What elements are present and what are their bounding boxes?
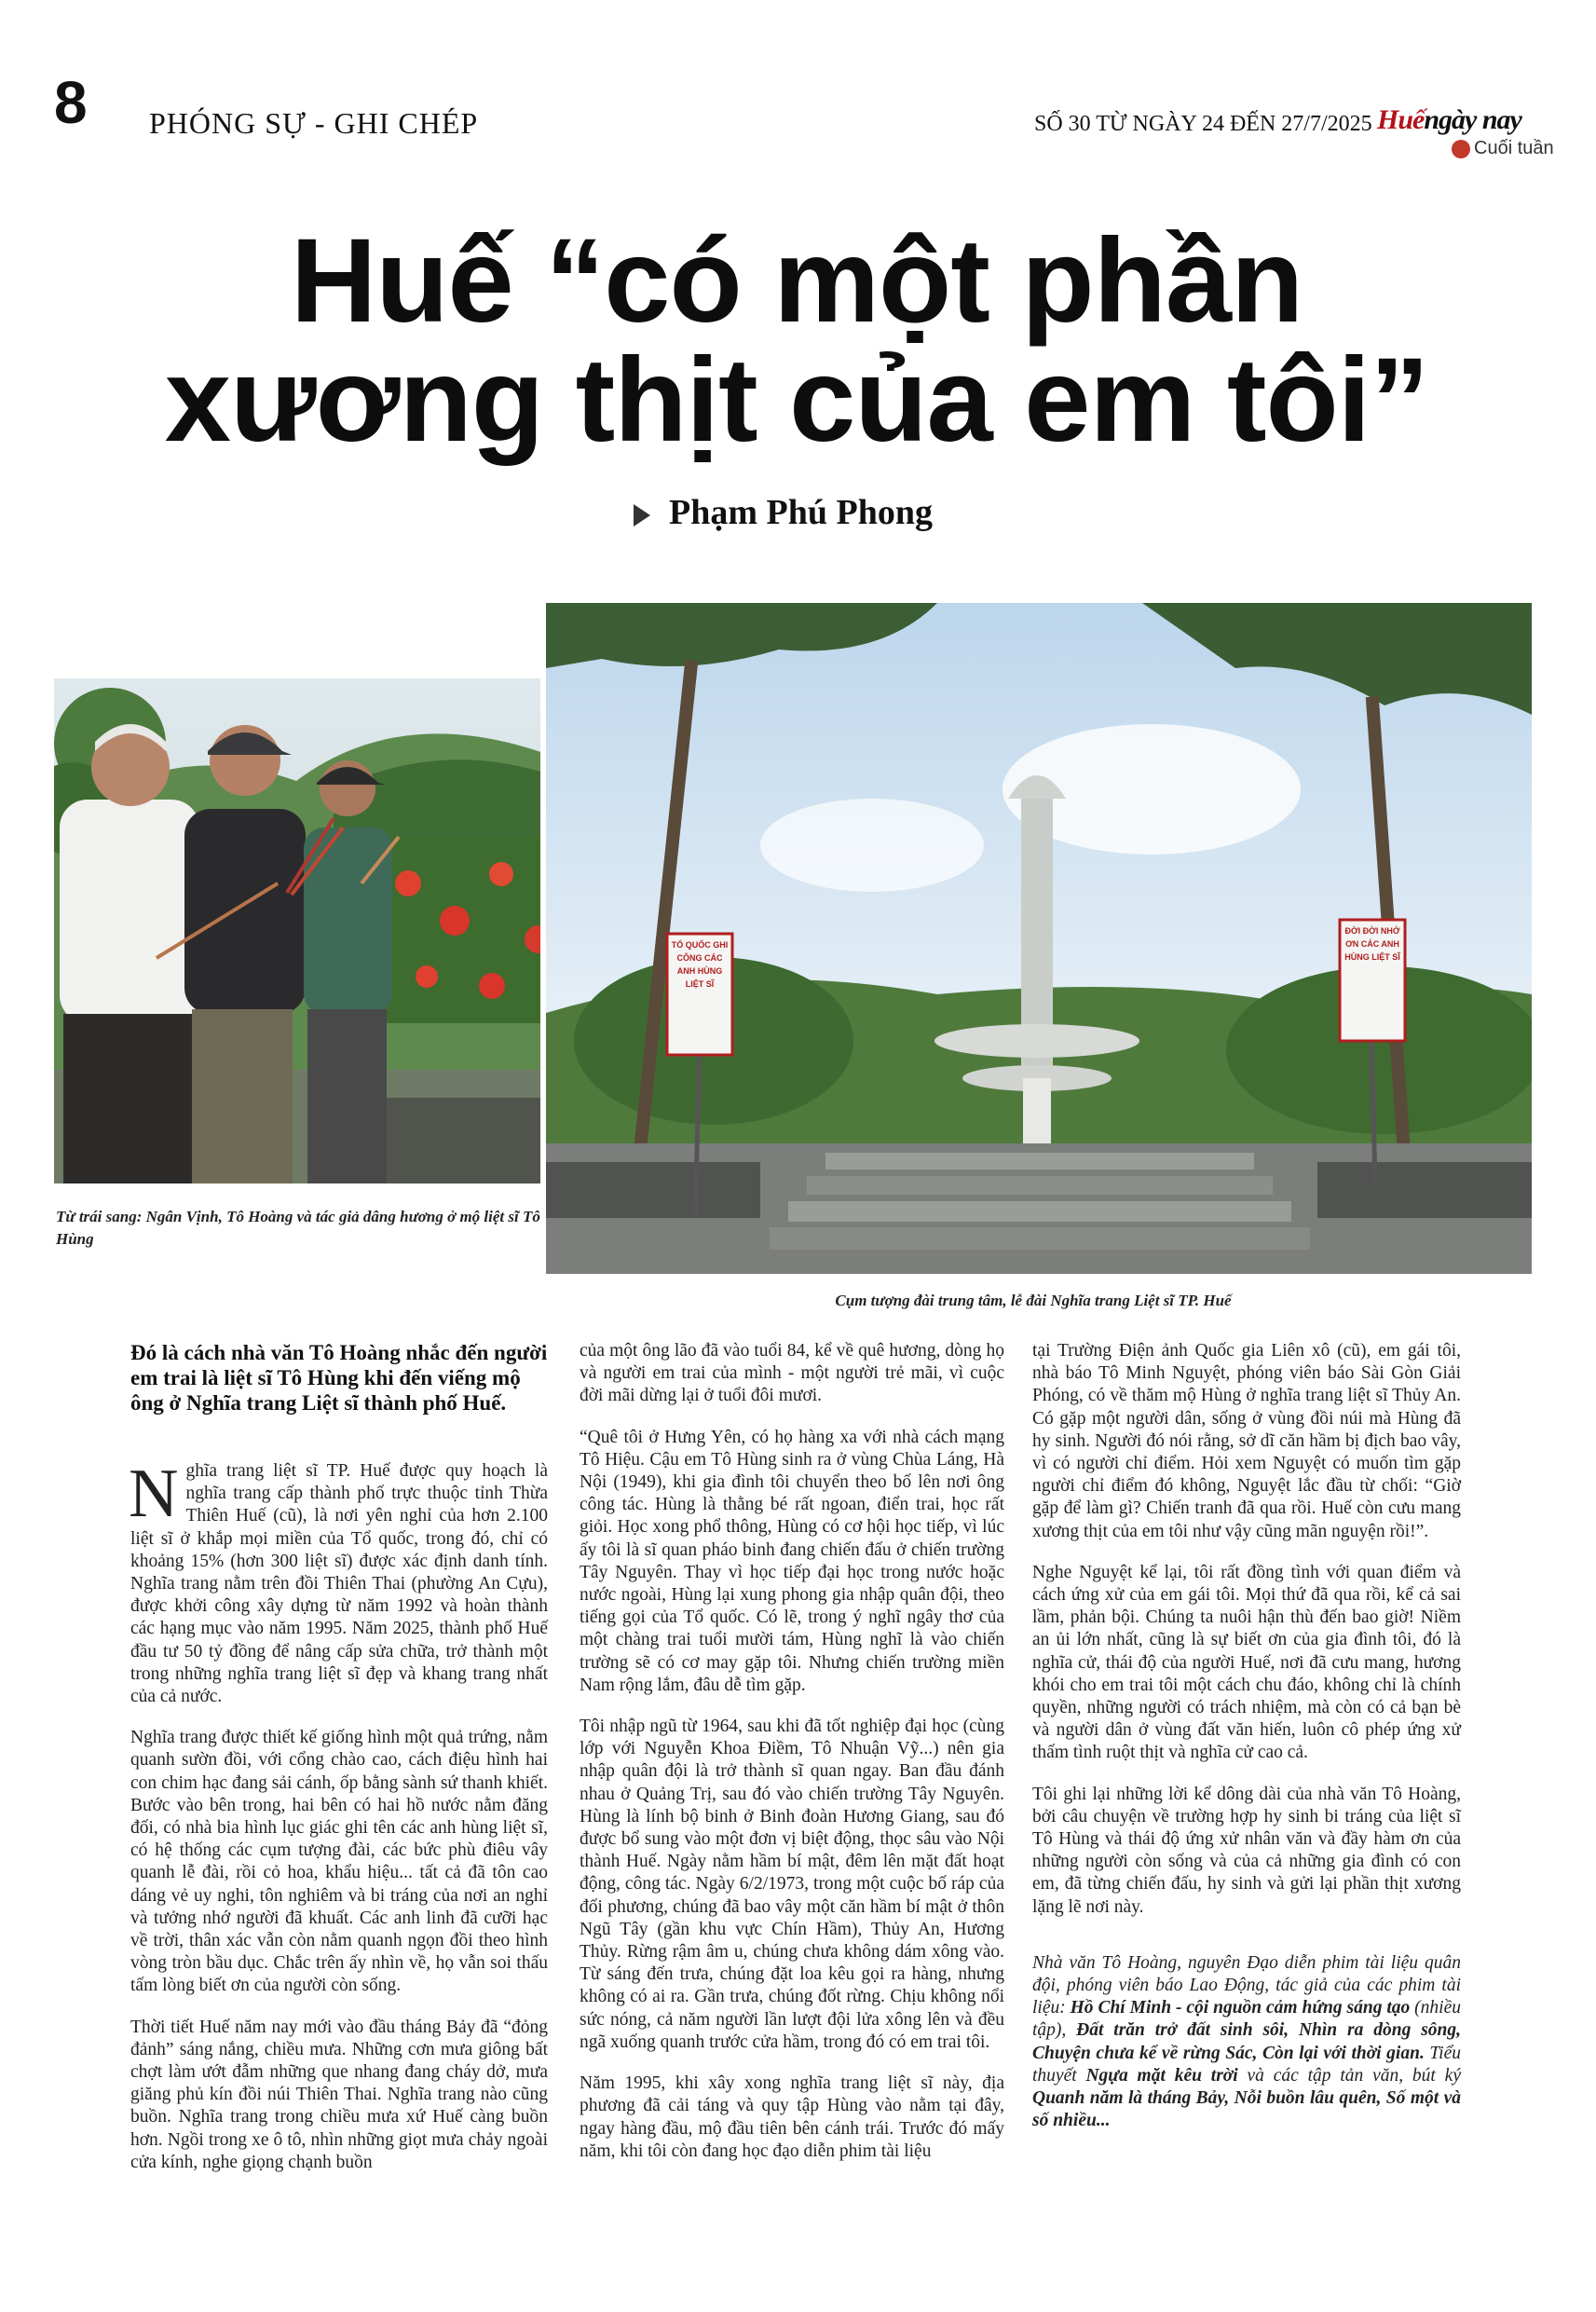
bio-text: và các tập tản văn, bút ký	[1237, 2065, 1461, 2086]
paragraph	[129, 1456, 548, 1708]
bio-text: Nhà văn Tô Hoàng, nguyên Đạo diễn phim tài liệu quân đội, phóng viên báo Lao Động, tác giả của các phim tài liệu:	[1032, 1952, 1461, 2018]
logo-ngaynay: ngày nay	[1424, 104, 1521, 135]
logo-hue: Huế	[1377, 104, 1425, 135]
author-name: Phạm Phú Phong	[669, 493, 933, 532]
headline-line-1: Huế “có một phần	[290, 214, 1303, 348]
article-sapo: Đó là cách nhà văn Tô Hoàng nhắc đến người em trai là liệt sĩ Tô Hùng khi đến viếng mộ ông ở Nghĩa trang Liệt sĩ thành phố Huế.	[130, 1341, 548, 1415]
photo-caption-left: Từ trái sang: Ngân Vịnh, Tô Hoàng và tác giả dâng hương ở mộ liệt sĩ Tô Hùng	[56, 1208, 540, 1248]
paragraph: Năm 1995, khi xây xong nghĩa trang liệt sĩ này, địa phương đã cải táng và quy tập Hùng vào nằm tại đây, ngay hàng đầu, mộ đầu tiên bên cánh trái. Trước đó mấy năm, khi tôi còn đang học đạo diễn phim tài liệu	[580, 2073, 1004, 2161]
bio-text: (nhiều tập),	[1032, 1998, 1461, 2041]
photo-memorial-monument	[540, 603, 1532, 1274]
issue-date: SỐ 30 TỪ NGÀY 24 ĐẾN 27/7/2025	[1034, 112, 1372, 136]
paragraph: Thời tiết Huế năm nay mới vào đầu tháng Bảy đã “đỏng đảnh” sáng nắng, chiều mưa. Những cơn mưa giông bất chợt làm ướt đẫm những que nhang đang cháy dở, mưa giăng phủ kín đồi núi Thiên Thai. Nghĩa trang nào cũng buồn. Nghĩa trang trong chiều mưa xứ Huế càng buồn hơn. Ngồi trong xe ô tô, nhìn những giọt mưa chảy ngoài cửa kính, nghe giọng chạnh buồn	[130, 2017, 548, 2172]
paragraph: Nghĩa trang được thiết kế giống hình một quả trứng, nằm quanh sườn đồi, với cổng chào cao, cách điệu hình hai con chim hạc đang sải cánh, ốp bằng sành sứ thanh khiết. Bước vào bên trong, hai bên có hai hồ nước nằm đăng đối, có nhà bia hình lục giác ghi tên các anh hùng liệt sĩ, có hệ thống các cụm tượng đài, các bức phù điêu vây quanh lễ đài, rồi cỏ hoa, khẩu hiệu... tất cả đã tôn cao dáng vẻ uy nghi, tôn nghiêm và bi tráng của nơi an nghỉ và tưởng nhớ người đã khuất. Các anh linh đã cưỡi hạc về trời, thân xác vẫn còn nằm quanh ngọn đồi theo hình vòng tròn bầu dục. Chắc trên ấy nhìn về, họ vẫn soi thấu tấm lòng biết ơn của người còn sống.	[130, 1728, 548, 1996]
play-triangle-icon	[634, 504, 650, 527]
bio-film-title: Hồ Chí Minh - cội nguồn cảm hứng sáng tạo	[1070, 1998, 1411, 2018]
page-number: 8	[54, 69, 88, 136]
article-column-1	[130, 1340, 548, 2193]
byline	[634, 492, 933, 533]
paragraph: Nghe Nguyệt kể lại, tôi rất đồng tình với quan điểm và cách ứng xử của em gái tôi. Mọi thứ đã qua rồi, kể cả sai lầm, phản bội. Chúng ta nuôi hận thù đến bao giờ! Niềm an ủi lớn nhất, cũng là sự biết ơn của gia đình tôi, đó là nghĩa cử, thái độ của người Huế, nơi đã cưu mang, hương khói cho em trai tôi một cách chu đáo, không chỉ là chính quyền, những người có trách nhiệm, mà còn có cả bạn bè và người dân ở vùng đất văn hiến, luôn cô phép ứng xử thấm tình ruột thịt và nghĩa cử cao cả.	[1032, 1562, 1461, 1763]
paragraph: của một ông lão đã vào tuổi 84, kể về quê hương, dòng họ và người em trai của mình - một người trẻ mãi, vì cuộc đời mãi dừng lại ở tuổi đôi mươi.	[580, 1341, 1004, 1406]
paragraph: “Quê tôi ở Hưng Yên, có họ hàng xa với nhà cách mạng Tô Hiệu. Cậu em Tô Hùng sinh ra ở vùng Chùa Láng, Hà Nội (1949), khi gia đình tôi chuyển theo bố lên nơi ông công tác. Hùng là thằng bé rất ngoan, điển trai, học rất giỏi. Học xong phổ thông, Hùng có cơ hội học tiếp, vì lúc ấy tôi là sĩ quan pháo binh đang chiến đấu ở chiến trường Tây Nguyên. Thay vì học tiếp đại học trong nước hoặc nước ngoài, Hùng lại xung phong gia nhập quân đội, theo tiếng gọi của Tổ quốc. Có lẽ, trong ý nghĩ ngây thơ của một chàng trai tuổi mười tám, Hùng nghĩ là vào chiến trường sẽ có cơ may gặp tôi. Nhưng chiến trường miền Nam rộng lắm, đâu dễ tìm gặp.	[580, 1427, 1004, 1695]
bio-text: Tiểu thuyết	[1032, 2043, 1462, 2086]
paragraph: tại Trường Điện ảnh Quốc gia Liên xô (cũ), em gái tôi, nhà báo Tô Minh Nguyệt, phóng viên báo Sài Gòn Giải Phóng, có về thăm mộ Hùng ở nghĩa trang liệt sĩ Thủy An. Có gặp một người dân, sống ở vùng đồi núi mà Hùng đã hy sinh. Người đó nói rằng, sở dĩ căn hầm bị địch bao vây, vì có người chỉ điểm. Hỏi xem Nguyệt có muốn tìm gặp người chỉ điểm đó không, Nguyệt lắc đầu từ chối: “Giờ gặp để làm gì? Chiến tranh đã qua rồi. Huế còn cưu mang xương thịt của em tôi như vậy cũng mãn nguyện rồi!”.	[1032, 1341, 1461, 1541]
paragraph-text: ghĩa trang liệt sĩ TP. Huế được quy hoạch là nghĩa trang cấp thành phố trực thuộc tỉnh Thừa Thiên Huế (cũ), là nơi yên nghỉ của hơn 2.100 liệt sĩ ở khắp mọi miền của Tổ quốc, trong đó, chỉ có khoảng 15% (hơn 300 liệt sĩ) được xác định danh tính. Nghĩa trang nằm trên đồi Thiên Thai (phường An Cựu), được khởi công xây dựng từ năm 1992 và hoàn thành các hạng mục vào năm 1995. Năm 2025, thành phố Huế đầu tư 50 tỷ đồng để nâng cấp sửa chữa, trở thành một trong những nghĩa trang liệt sĩ đẹp và khang trang nhất của cả nước.	[130, 1461, 548, 1707]
bio-essay-titles: Quanh năm là tháng Bảy, Nỗi buồn lâu quên, Số một và số nhiều...	[1032, 2088, 1461, 2131]
headline	[75, 214, 1519, 467]
article-column-3	[1032, 1340, 1461, 2152]
drop-cap: N	[129, 1456, 179, 1532]
sign-right-text: ĐỜI ĐỜI NHỚ ƠN CÁC ANH HÙNG LIỆT SĨ	[1344, 926, 1400, 962]
photo-incense-offering	[54, 678, 568, 1183]
article-column-2	[580, 1340, 1004, 2182]
logo-circle-icon	[1452, 140, 1470, 158]
logo-cuoituan: Cuối tuần	[1474, 138, 1554, 158]
author-bio-note	[1032, 1952, 1461, 2133]
newspaper-logo	[1377, 104, 1554, 179]
section-title: PHÓNG SỰ - GHI CHÉP	[149, 106, 479, 140]
paragraph: Tôi ghi lại những lời kể dông dài của nhà văn Tô Hoàng, bởi câu chuyện về trường hợp hy sinh bi tráng của liệt sĩ Tô Hùng và thái độ ứng xử nhân văn và đầy hàm ơn của những người còn sống và của cả những gia đình có con em, đã từng chiến đấu, hy sinh và gửi lại phần thịt xương lặng lẽ nơi này.	[1032, 1784, 1461, 1917]
headline-line-2: xương thịt của em tôi”	[164, 334, 1429, 467]
bio-novel-title: Ngựa mặt kêu trời	[1085, 2065, 1238, 2086]
bio-film-titles: Đất trăn trở đất sinh sôi, Nhìn ra dòng sông, Chuyện chưa kể về rừng Sác, Còn lại với thời gian.	[1032, 2020, 1462, 2063]
paragraph: Tôi nhập ngũ từ 1964, sau khi đã tốt nghiệp đại học (cùng lớp với Nguyễn Khoa Điềm, Tô Nhuận Vỹ...) nên gia nhập quân đội là trở thành sĩ quan ngay. Ban đầu đánh nhau ở Quảng Trị, sau đó vào chiến trường Tây Nguyên. Hùng là lính bộ binh ở Binh đoàn Hương Giang, sau đó được bổ sung vào một đơn vị biệt động, thọc sâu vào Nội thành Huế. Ngày nằm hầm bí mật, đêm lên mặt đất hoạt động, công tác. Ngày 6/2/1973, trong một cuộc bố ráp của đối phương, chúng đã bao vây một căn hầm bí mật ở thôn Ngũ Tây (gần khu vực Chín Hầm), Thủy An, Hương Thủy. Rừng rậm âm u, chúng chưa không dám xông vào. Từ sáng đến trưa, chúng đặt loa kêu gọi ra hàng, nhưng không có ai ra. Gần trưa, chúng đốt rừng. Chịu không nổi sức nóng, cả năm người lần lượt đội lửa xông lên và đều ngã xuống quanh trước cửa hầm, trong đó có em trai tôi.	[580, 1717, 1004, 2052]
sign-left-text: TỔ QUỐC GHI CÔNG CÁC ANH HÙNG LIỆT SĨ	[671, 940, 729, 989]
photo-caption-right: Cụm tượng đài trung tâm, lễ đài Nghĩa trang Liệt sĩ TP. Huế	[835, 1292, 1232, 1309]
